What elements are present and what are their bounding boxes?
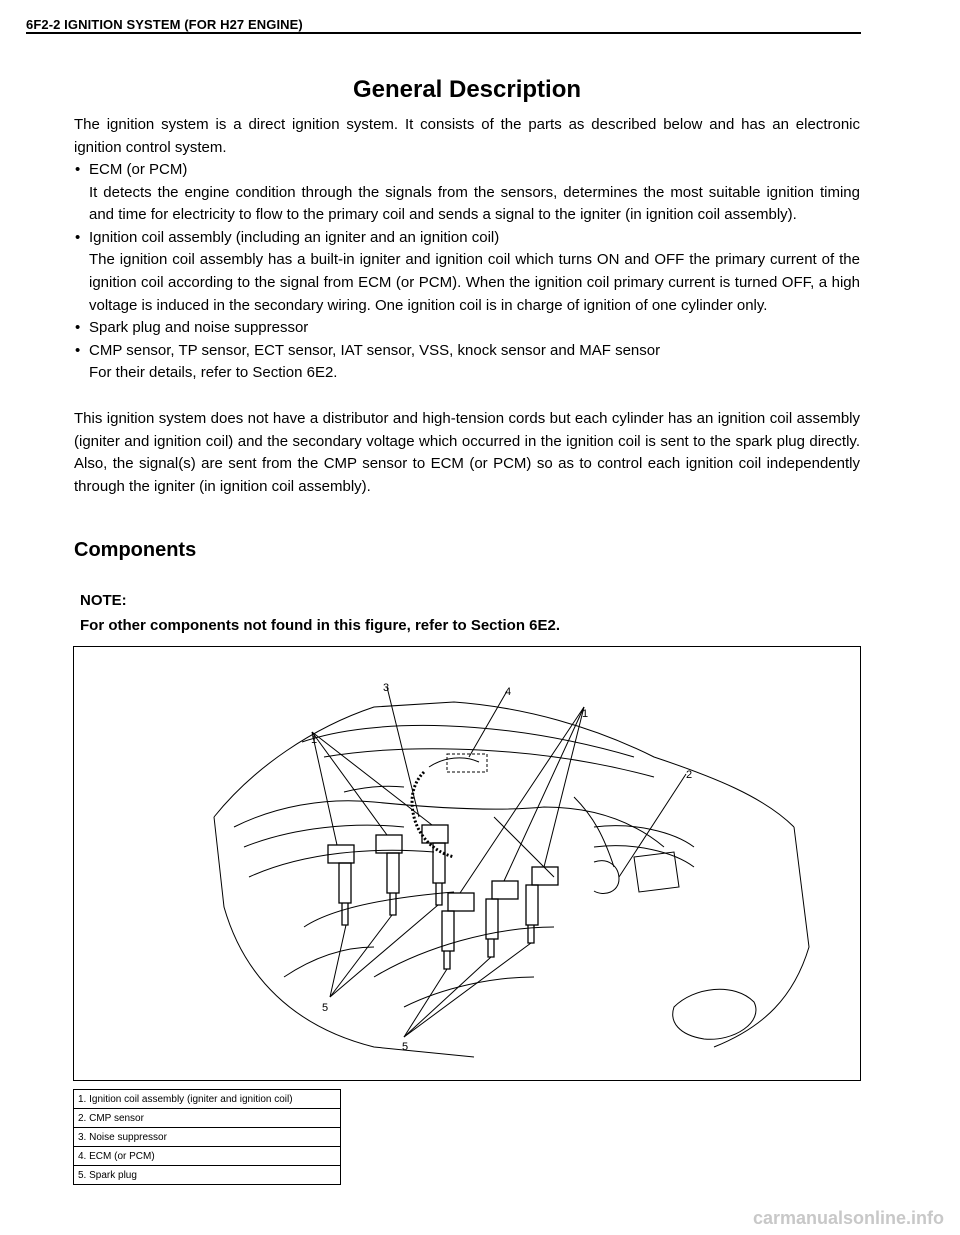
legend-item: 3. Noise suppressor [74, 1128, 341, 1147]
watermark: carmanualsonline.info [752, 1208, 944, 1228]
bullet-ecm [74, 159, 860, 227]
bullet-spark-plug [74, 317, 860, 340]
system-paragraph: This ignition system does not have a distributor and high-tension cords but each cylinder has an ignition coil assembly (igniter and ignition coil) and the secondary voltage which occurred in the ignition coil is sent to the spark plug directly. Also, the signal(s) are sent from the CMP sensor to ECM (or PCM) so as to control each ignition coil independently through the igniter (in ignition coil assembly). [74, 410, 860, 495]
bullet-dot: • [75, 228, 81, 246]
note-label: NOTE: [80, 592, 127, 609]
legend-row [74, 1166, 341, 1185]
components-heading: Components [74, 539, 197, 561]
bullet-detail: For their details, refer to Section 6E2. [89, 364, 338, 382]
components-figure [73, 646, 861, 1081]
legend-item: 2. CMP sensor [74, 1109, 341, 1128]
bullet-ignition-coil [74, 227, 860, 317]
legend-row [74, 1128, 341, 1147]
bullet-detail: It detects the engine condition through the signals from the sensors, determines the most suitable ignition timing and time for electricity to flow to the primary coil and sends a signal to the igniter (in ignition coil assembly). [89, 183, 860, 224]
bullet-dot: • [75, 319, 81, 337]
callout-5-right: 5 [402, 1041, 409, 1053]
legend-row [74, 1109, 341, 1128]
bullet-detail: The ignition coil assembly has a built-in igniter and ignition coil which turns ON and OFF the primary current of the ignition coil according to the signal from ECM (or PCM). When the ignition coil primary current is turned OFF, a high voltage is induced in the secondary wiring. One ignition coil is in charge of ignition of one cylinder only. [89, 251, 860, 314]
bullet-label: ECM (or PCM) [89, 161, 188, 178]
components-legend [73, 1089, 341, 1185]
bullet-dot: • [75, 161, 81, 178]
callout-3: 3 [383, 682, 390, 694]
legend-row [74, 1090, 341, 1109]
bullet-label: CMP sensor, TP sensor, ECT sensor, IAT sensor, VSS, knock sensor and MAF sensor [89, 341, 661, 359]
engine-drawing [214, 687, 809, 1057]
intro-paragraph: The ignition system is a direct ignition system. It consists of the parts as described below and has an electronic ignition control system. [74, 116, 860, 156]
page-header: 6F2-2 IGNITION SYSTEM (FOR H27 ENGINE) [26, 17, 303, 32]
engine-diagram [74, 647, 860, 1080]
note-box [80, 588, 860, 638]
bullet-label: Ignition coil assembly (including an igniter and an ignition coil) [89, 228, 500, 246]
callout-1-left: 1 [311, 734, 318, 746]
callout-5-left: 5 [322, 1002, 329, 1014]
legend-item: 1. Ignition coil assembly (igniter and ignition coil) [74, 1090, 341, 1109]
bullet-sensors [74, 340, 860, 385]
legend-item: 4. ECM (or PCM) [74, 1147, 341, 1166]
callout-4: 4 [505, 686, 512, 698]
legend-item: 5. Spark plug [74, 1166, 341, 1185]
bullet-label: Spark plug and noise suppressor [89, 319, 309, 337]
bullet-dot: • [75, 341, 81, 359]
legend-row [74, 1147, 341, 1166]
callout-2: 2 [686, 769, 693, 781]
callout-1-right: 1 [582, 708, 589, 720]
section-title: General Description [352, 76, 582, 103]
header-rule [26, 32, 861, 34]
note-text: For other components not found in this figure, refer to Section 6E2. [80, 617, 561, 634]
bullet-list [74, 159, 860, 385]
